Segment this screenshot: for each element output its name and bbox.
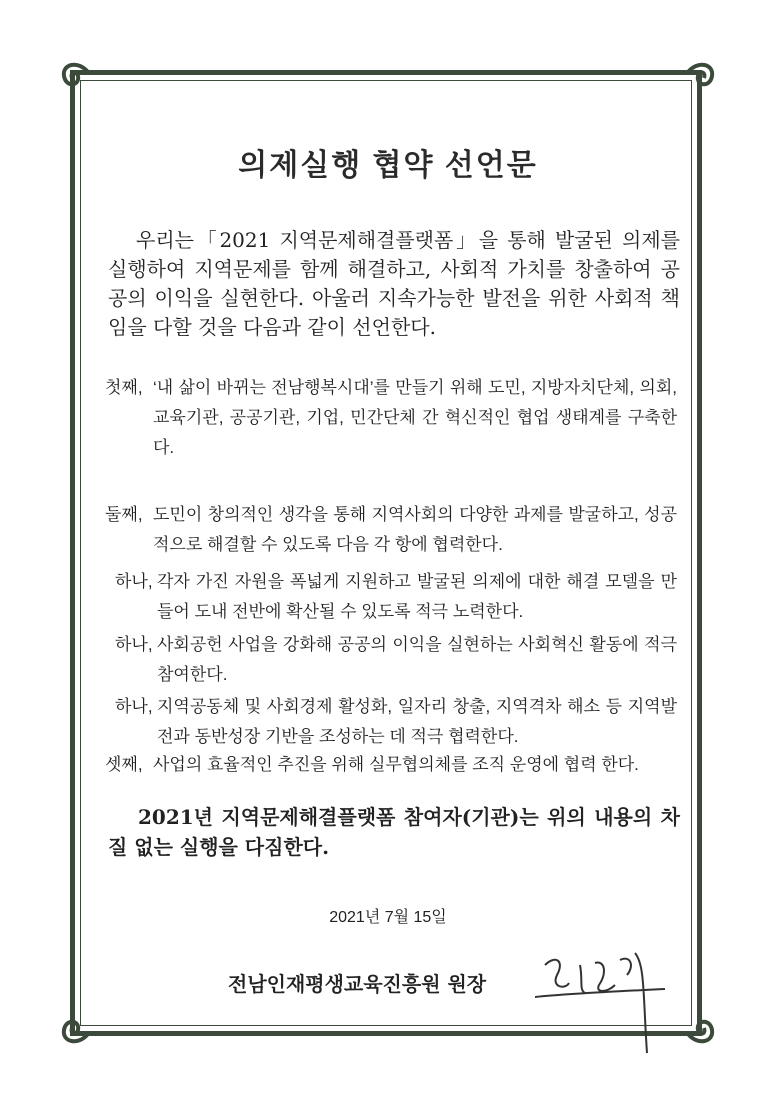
item-label: 하나,: [115, 697, 153, 716]
document-date: 2021년 7월 15일: [329, 909, 447, 926]
item-label: 첫째,: [105, 378, 143, 397]
pledge-item: [105, 750, 685, 780]
corner-flourish-icon: [58, 1008, 98, 1048]
pledge-item: [105, 373, 677, 463]
signer-name: 전남인재평생교육진흥원 원장: [228, 972, 487, 996]
sub-item: [115, 567, 677, 627]
item-text: ‘내 삶이 바뀌는 전남행복시대’를 만들기 위해 도민, 지방자치단체, 의회, 교육기관, 공공기관, 기업, 민간단체 간 혁신적인 협업 생태계를 구축한다.: [153, 378, 677, 457]
item-label: 하나,: [115, 635, 153, 654]
item-text: 도민이 창의적인 생각을 통해 지역사회의 다양한 과제를 발굴하고, 성공적으로 해결할 수 있도록 다음 각 항에 협력한다.: [153, 505, 677, 554]
handwritten-signature: [535, 935, 675, 1055]
item-text: 사회공헌 사업을 강화해 공공의 이익을 실현하는 사회혁신 활동에 적극 참여한다.: [157, 635, 677, 684]
item-label: 셋째,: [105, 755, 143, 774]
sub-item: [115, 692, 677, 752]
corner-flourish-icon: [678, 1008, 718, 1048]
document-title: 의제실행 협약 선언문: [238, 149, 538, 182]
intro-paragraph: 우리는「2021 지역문제해결플랫폼」을 통해 발굴된 의제를 실행하여 지역문제를 함께 해결하고, 사회적 가치를 창출하여 공공의 이익을 실현한다. 아울러 지속가능한 발전을 위한 사회적 책임을 다할 것을 다음과 같이 선언한다.: [108, 228, 680, 339]
sub-item: [115, 630, 677, 690]
corner-flourish-icon: [58, 58, 98, 98]
corner-flourish-icon: [678, 58, 718, 98]
item-label: 하나,: [115, 572, 153, 591]
item-text: 각자 가진 자원을 폭넓게 지원하고 발굴된 의제에 대한 해결 모델을 만들어 도내 전반에 확산될 수 있도록 적극 노력한다.: [157, 572, 677, 621]
item-text: 지역공동체 및 사회경제 활성화, 일자리 창출, 지역격차 해소 등 지역발전과 동반성장 기반을 조성하는 데 적극 협력한다.: [157, 697, 677, 746]
closing-statement: 2021년 지역문제해결플랫폼 참여자(기관)는 위의 내용의 차질 없는 실행을 다짐한다.: [108, 805, 680, 859]
pledge-item: [105, 500, 677, 560]
item-label: 둘째,: [105, 505, 143, 524]
item-text: 사업의 효율적인 추진을 위해 실무협의체를 조직 운영에 협력 한다.: [153, 755, 639, 774]
